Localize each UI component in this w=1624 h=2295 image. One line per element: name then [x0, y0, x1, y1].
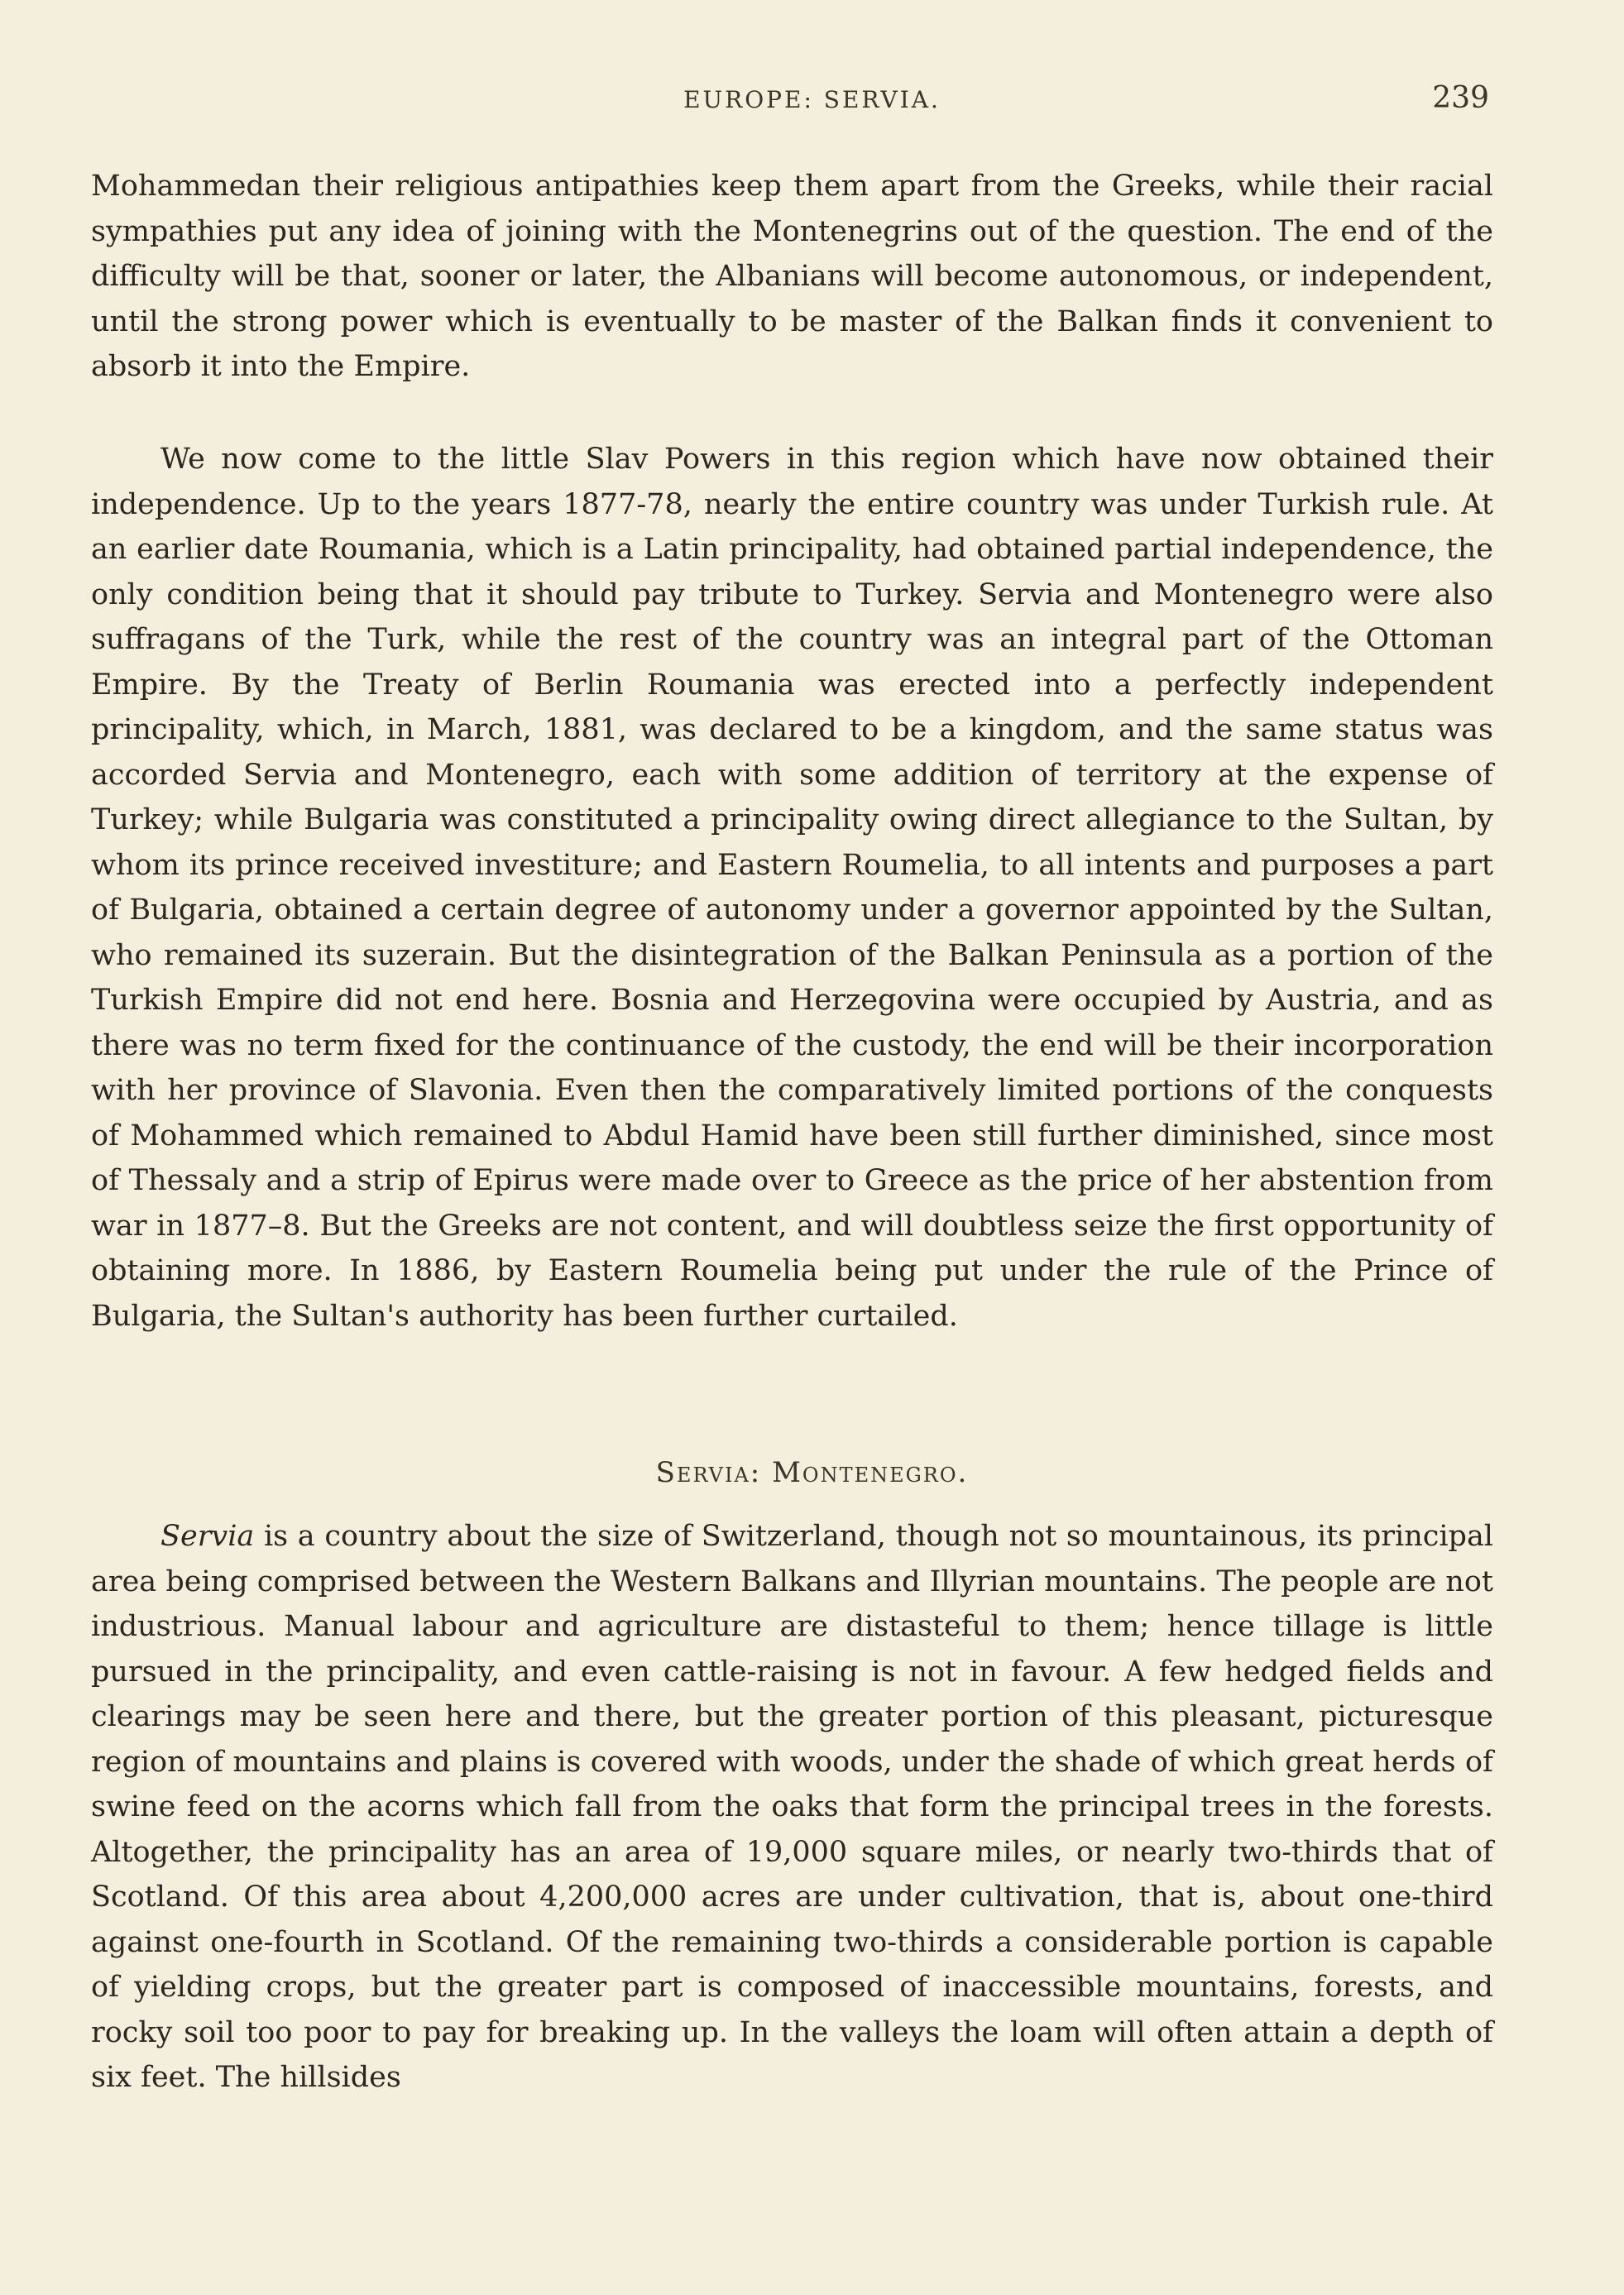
running-head: EUROPE: SERVIA.	[683, 86, 941, 113]
paragraph-servia-text: is a country about the size of Switzerland, though not so mountainous, its principal area being comprised between the Western Balkans and Illyrian mountains. The people are not industrious. Manual labour and agriculture are distasteful to them; hence tillage is little pursued in the principality, and even cattle-raising is not in favour. A few hedged fields and clearings may be seen here and there, but the greater portion of this pleasant, picturesque region of mountains and plains is covered with woods, under the shade of which great herds of swine feed on the acorns which fall from the oaks that form the principal trees in the forests. Altogether, the principality has an area of 19,000 square miles, or nearly two-thirds that of Scotland. Of this area about 4,200,000 acres are under cultivation, that is, about one-third against one-fourth in Scotland. Of the remaining two-thirds a considerable portion is capable of yielding crops, but the greater part is composed of inaccessible mountains, forests, and rocky soil too poor to pay for breaking up. In the valleys the loam will often attain a depth of six feet. The hillsides	[91, 1520, 1493, 2094]
section-heading	[0, 1456, 1624, 1489]
paragraph-servia	[91, 1514, 1493, 2101]
paragraph-lead-word: Servia	[160, 1520, 255, 1553]
section-heading-text: Servia: Montenegro.	[655, 1456, 969, 1489]
paragraph-continuation: Mohammedan their religious antipathies keep them apart from the Greeks, while their racial sympathies put any idea of joining with the Montenegrins out of the question. The end of the difficulty will be that, sooner or later, the Albanians will become autonomous, or independent, until the strong power which is eventually to be master of the Balkan finds it convenient to absorb it into the Empire.	[91, 170, 1493, 383]
page-number: 239	[1432, 81, 1489, 115]
paragraph-slav-powers: We now come to the little Slav Powers in this region which have now obtained their independence. Up to the years 1877-78, nearly the entire country was under Turkish rule. At an earlier date Roumania, which is a Latin principality, had obtained partial independence, the only condition being that it should pay tribute to Turkey. Servia and Montenegro were also suffragans of the Turk, while the rest of the country was an integral part of the Ottoman Empire. By the Treaty of Berlin Roumania was erected into a perfectly independent principality, which, in March, 1881, was declared to be a kingdom, and the same status was accorded Servia and Montenegro, each with some addition of territory at the expense of Turkey; while Bulgaria was constituted a principality owing direct allegiance to the Sultan, by whom its prince received investiture; and Eastern Roumelia, to all intents and purposes a part of Bulgaria, obtained a certain degree of autonomy under a governor appointed by the Sultan, who remained its suzerain. But the disintegration of the Balkan Peninsula as a portion of the Turkish Empire did not end here. Bosnia and Herzegovina were occupied by Austria, and as there was no term fixed for the continuance of the custody, the end will be their incorporation with her province of Slavonia. Even then the comparatively limited portions of the conquests of Mohammed which remained to Abdul Hamid have been still further diminished, since most of Thessaly and a strip of Epirus were made over to Greece as the price of her abstention from war in 1877–8. But the Greeks are not content, and will doubtless seize the first opportunity of obtaining more. In 1886, by Eastern Roumelia being put under the rule of the Prince of Bulgaria, the Sultan's authority has been further curtailed.	[91, 443, 1493, 1333]
